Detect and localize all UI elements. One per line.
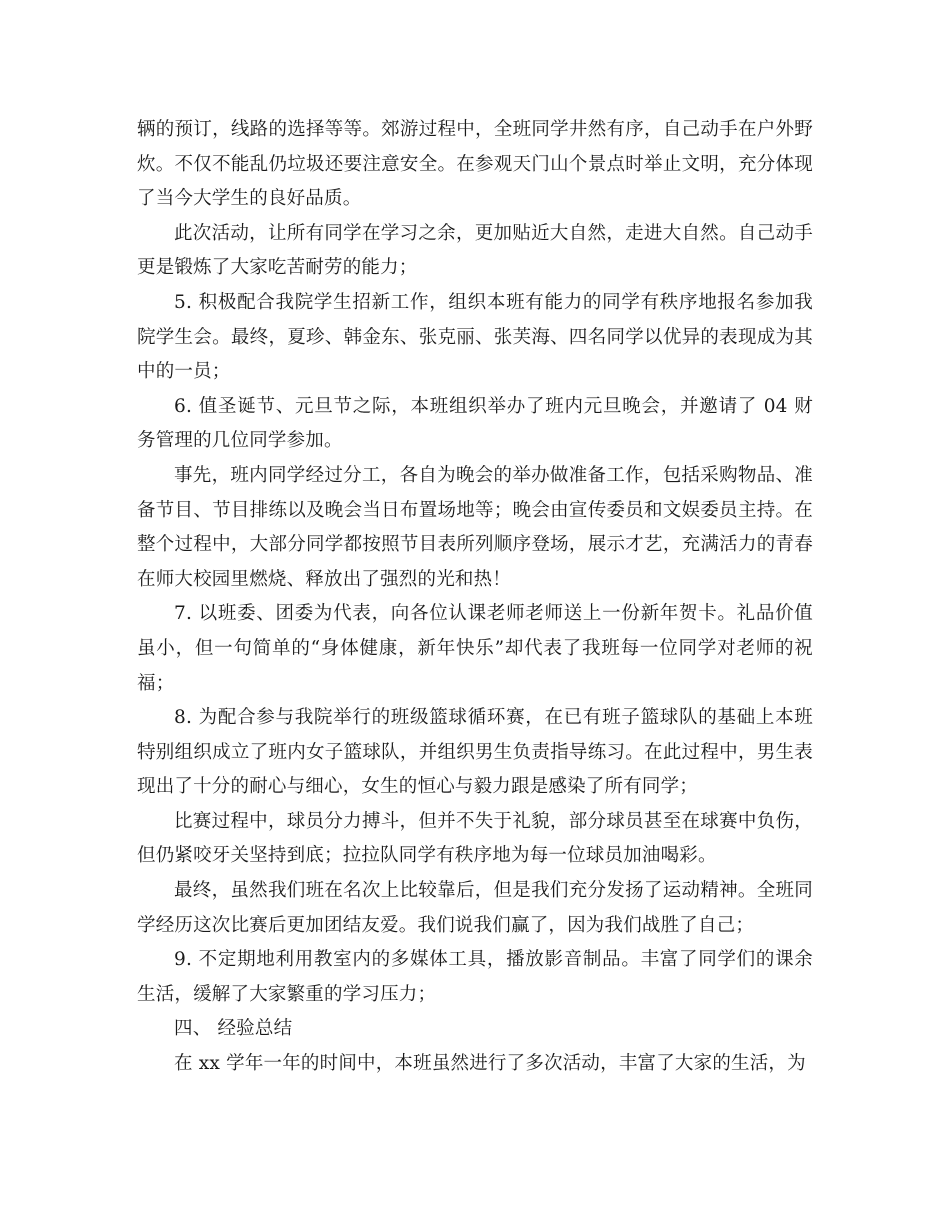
- paragraph-item-6: 6. 值圣诞节、元旦节之际，本班组织举办了班内元旦晚会，并邀请了 04 财务管理的几位同学参加。: [137, 395, 813, 452]
- paragraph-item-8: 8. 为配合参与我院举行的班级篮球循环赛，在已有班子篮球队的基础上本班特别组织成立了班内女子篮球队，并组织男生负责指导练习。在此过程中，男生表现出了十分的耐心与细心，女生的恒心与毅力跟是感染了所有同学；: [137, 707, 813, 798]
- paragraph-party-preparation: 事先，班内同学经过分工，各自为晚会的举办做准备工作，包括采购物品、准备节目、节目排练以及晚会当日布置场地等；晚会由宣传委员和文娱委员主持。在整个过程中，大部分同学都按照节目表所列顺序登场，展示才艺，充满活力的青春在师大校园里燃烧、释放出了强烈的光和热！: [137, 464, 813, 590]
- paragraph-trip-continuation: 辆的预订，线路的选择等等。郊游过程中，全班同学井然有序，自己动手在户外野炊。不仅不能乱仍垃圾还要注意安全。在参观天门山个景点时举止文明，充分体现了当今大学生的良好品质。: [137, 119, 813, 210]
- section-heading-experience-summary: 四、 经验总结: [174, 1018, 293, 1040]
- paragraph-item-7: 7. 以班委、团委为代表，向各位认课老师老师送上一份新年贺卡。礼品价值虽小，但一句简单的“身体健康，新年快乐”却代表了我班每一位同学对老师的祝福；: [137, 603, 813, 694]
- paragraph-match-result: 最终，虽然我们班在名次上比较靠后，但是我们充分发扬了运动精神。全班同学经历这次比赛后更加团结友爱。我们说我们赢了，因为我们战胜了自己；: [137, 880, 813, 936]
- paragraph-item-5: 5. 积极配合我院学生招新工作，组织本班有能力的同学有秩序地报名参加我院学生会。最终，夏珍、韩金东、张克丽、张芙海、四名同学以优异的表现成为其中的一员；: [137, 291, 813, 383]
- paragraph-item-9: 9. 不定期地利用教室内的多媒体工具，播放影音制品。丰富了同学们的课余生活，缓解了大家繁重的学习压力；: [137, 949, 813, 1005]
- paragraph-activity-summary: 此次活动，让所有同学在学习之余，更加贴近大自然，走进大自然。自己动手更是锻炼了大家吃苦耐劳的能力；: [137, 222, 813, 279]
- paragraph-experience-intro: 在 xx 学年一年的时间中，本班虽然进行了多次活动，丰富了大家的生活，为: [174, 1053, 806, 1075]
- paragraph-match-process: 比赛过程中，球员分力搏斗，但并不失于礼貌，部分球员甚至在球赛中负伤，但仍紧咬牙关坚持到底；拉拉队同学有秩序地为每一位球员加油喝彩。: [137, 810, 813, 867]
- document-body: [137, 113, 813, 1082]
